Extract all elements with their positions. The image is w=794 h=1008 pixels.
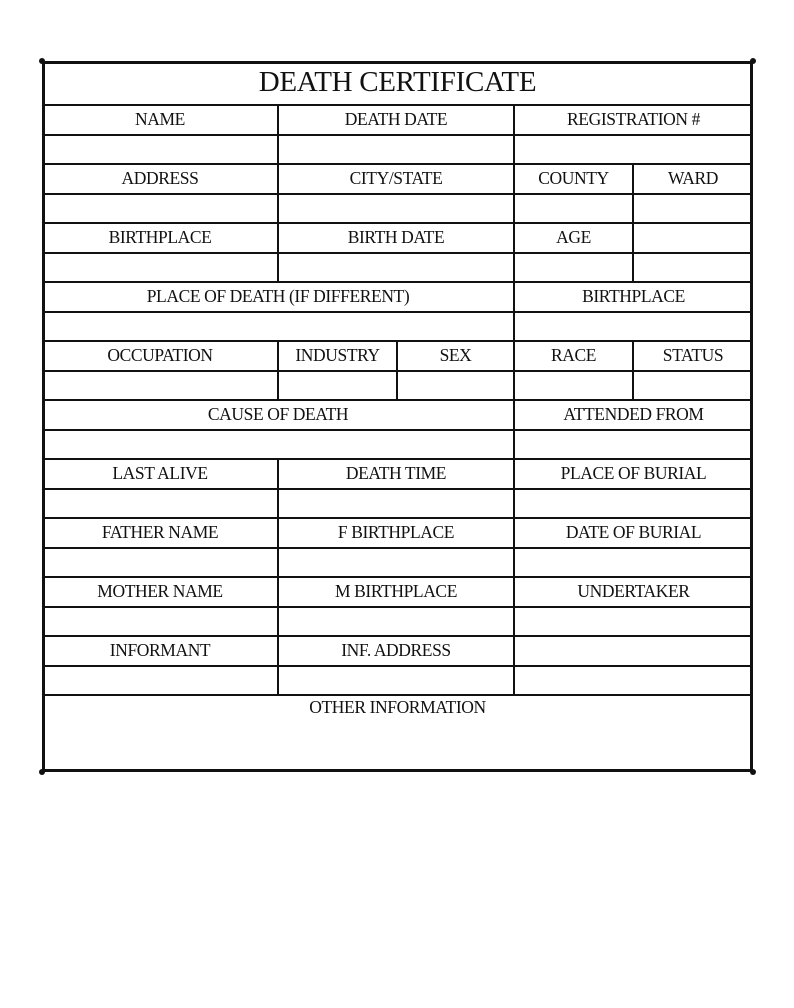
field-label-blank bbox=[514, 636, 753, 665]
field-label-informant: INFORMANT bbox=[109, 639, 211, 660]
field-label-f-birthplace: F BIRTHPLACE bbox=[337, 521, 455, 542]
field-label-blank bbox=[633, 223, 753, 252]
field-input-sex[interactable] bbox=[399, 372, 512, 399]
field-input-industry[interactable] bbox=[280, 372, 395, 399]
field-label-race: RACE bbox=[550, 344, 597, 365]
field-label-city-state: CITY/STATE bbox=[349, 167, 443, 188]
field-label-cause-of-death: CAUSE OF DEATH bbox=[207, 403, 349, 424]
field-label-birthplace: BIRTHPLACE bbox=[582, 285, 685, 306]
field-input-attended-from[interactable] bbox=[516, 431, 751, 458]
field-label-place-of-death-if-different: PLACE OF DEATH (IF DIFFERENT) bbox=[146, 285, 410, 306]
other-information-field[interactable] bbox=[45, 722, 750, 769]
field-label-undertaker: UNDERTAKER bbox=[577, 580, 690, 601]
field-input-mother-name[interactable] bbox=[44, 608, 276, 635]
field-input-birthplace[interactable] bbox=[44, 254, 276, 281]
field-input-death-date[interactable] bbox=[280, 136, 512, 163]
field-label-industry: INDUSTRY bbox=[295, 344, 380, 365]
field-input-cause-of-death[interactable] bbox=[44, 431, 512, 458]
field-label-attended-from: ATTENDED FROM bbox=[563, 403, 704, 424]
field-input-county[interactable] bbox=[516, 195, 631, 222]
field-label-address: ADDRESS bbox=[121, 167, 199, 188]
field-input-address[interactable] bbox=[44, 195, 276, 222]
other-information-label: OTHER INFORMATION bbox=[309, 696, 486, 717]
field-label-death-date: DEATH DATE bbox=[344, 108, 448, 129]
field-input-birthplace[interactable] bbox=[516, 313, 751, 340]
field-input-blank[interactable] bbox=[635, 254, 751, 281]
field-label-name: NAME bbox=[135, 108, 185, 129]
field-input-inf-address[interactable] bbox=[280, 667, 512, 694]
corner-dot bbox=[39, 769, 45, 775]
field-input-blank[interactable] bbox=[516, 667, 751, 694]
field-label-status: STATUS bbox=[662, 344, 724, 365]
field-label-date-of-burial: DATE OF BURIAL bbox=[565, 521, 702, 542]
field-input-date-of-burial[interactable] bbox=[516, 549, 751, 576]
field-input-father-name[interactable] bbox=[44, 549, 276, 576]
field-label-mother-name: MOTHER NAME bbox=[97, 580, 223, 601]
field-label-occupation: OCCUPATION bbox=[107, 344, 213, 365]
field-input-f-birthplace[interactable] bbox=[280, 549, 512, 576]
field-input-place-of-burial[interactable] bbox=[516, 490, 751, 517]
field-input-informant[interactable] bbox=[44, 667, 276, 694]
field-label-registration: REGISTRATION # bbox=[567, 108, 700, 129]
field-input-name[interactable] bbox=[44, 136, 276, 163]
field-label-father-name: FATHER NAME bbox=[101, 521, 219, 542]
field-input-death-time[interactable] bbox=[280, 490, 512, 517]
field-input-place-of-death-if-different[interactable] bbox=[44, 313, 512, 340]
corner-dot bbox=[750, 769, 756, 775]
field-input-city-state[interactable] bbox=[280, 195, 512, 222]
field-label-birth-date: BIRTH DATE bbox=[347, 226, 445, 247]
field-label-sex: SEX bbox=[439, 344, 472, 365]
field-input-age[interactable] bbox=[516, 254, 631, 281]
field-label-m-birthplace: M BIRTHPLACE bbox=[334, 580, 457, 601]
field-label-age: AGE bbox=[556, 226, 591, 247]
field-label-place-of-burial: PLACE OF BURIAL bbox=[560, 462, 707, 483]
form-title: DEATH CERTIFICATE bbox=[258, 66, 537, 98]
field-input-registration[interactable] bbox=[516, 136, 751, 163]
field-label-birthplace: BIRTHPLACE bbox=[108, 226, 212, 247]
field-input-occupation[interactable] bbox=[44, 372, 276, 399]
field-label-death-time: DEATH TIME bbox=[345, 462, 447, 483]
field-input-last-alive[interactable] bbox=[44, 490, 276, 517]
field-input-birth-date[interactable] bbox=[280, 254, 512, 281]
death-certificate-form bbox=[42, 61, 753, 772]
field-input-status[interactable] bbox=[635, 372, 751, 399]
field-input-race[interactable] bbox=[516, 372, 631, 399]
field-label-last-alive: LAST ALIVE bbox=[112, 462, 208, 483]
field-input-ward[interactable] bbox=[635, 195, 751, 222]
corner-dot bbox=[39, 58, 45, 64]
field-label-county: COUNTY bbox=[538, 167, 609, 188]
field-input-m-birthplace[interactable] bbox=[280, 608, 512, 635]
field-label-ward: WARD bbox=[668, 167, 718, 188]
field-input-undertaker[interactable] bbox=[516, 608, 751, 635]
corner-dot bbox=[750, 58, 756, 64]
field-label-inf-address: INF. ADDRESS bbox=[341, 639, 451, 660]
